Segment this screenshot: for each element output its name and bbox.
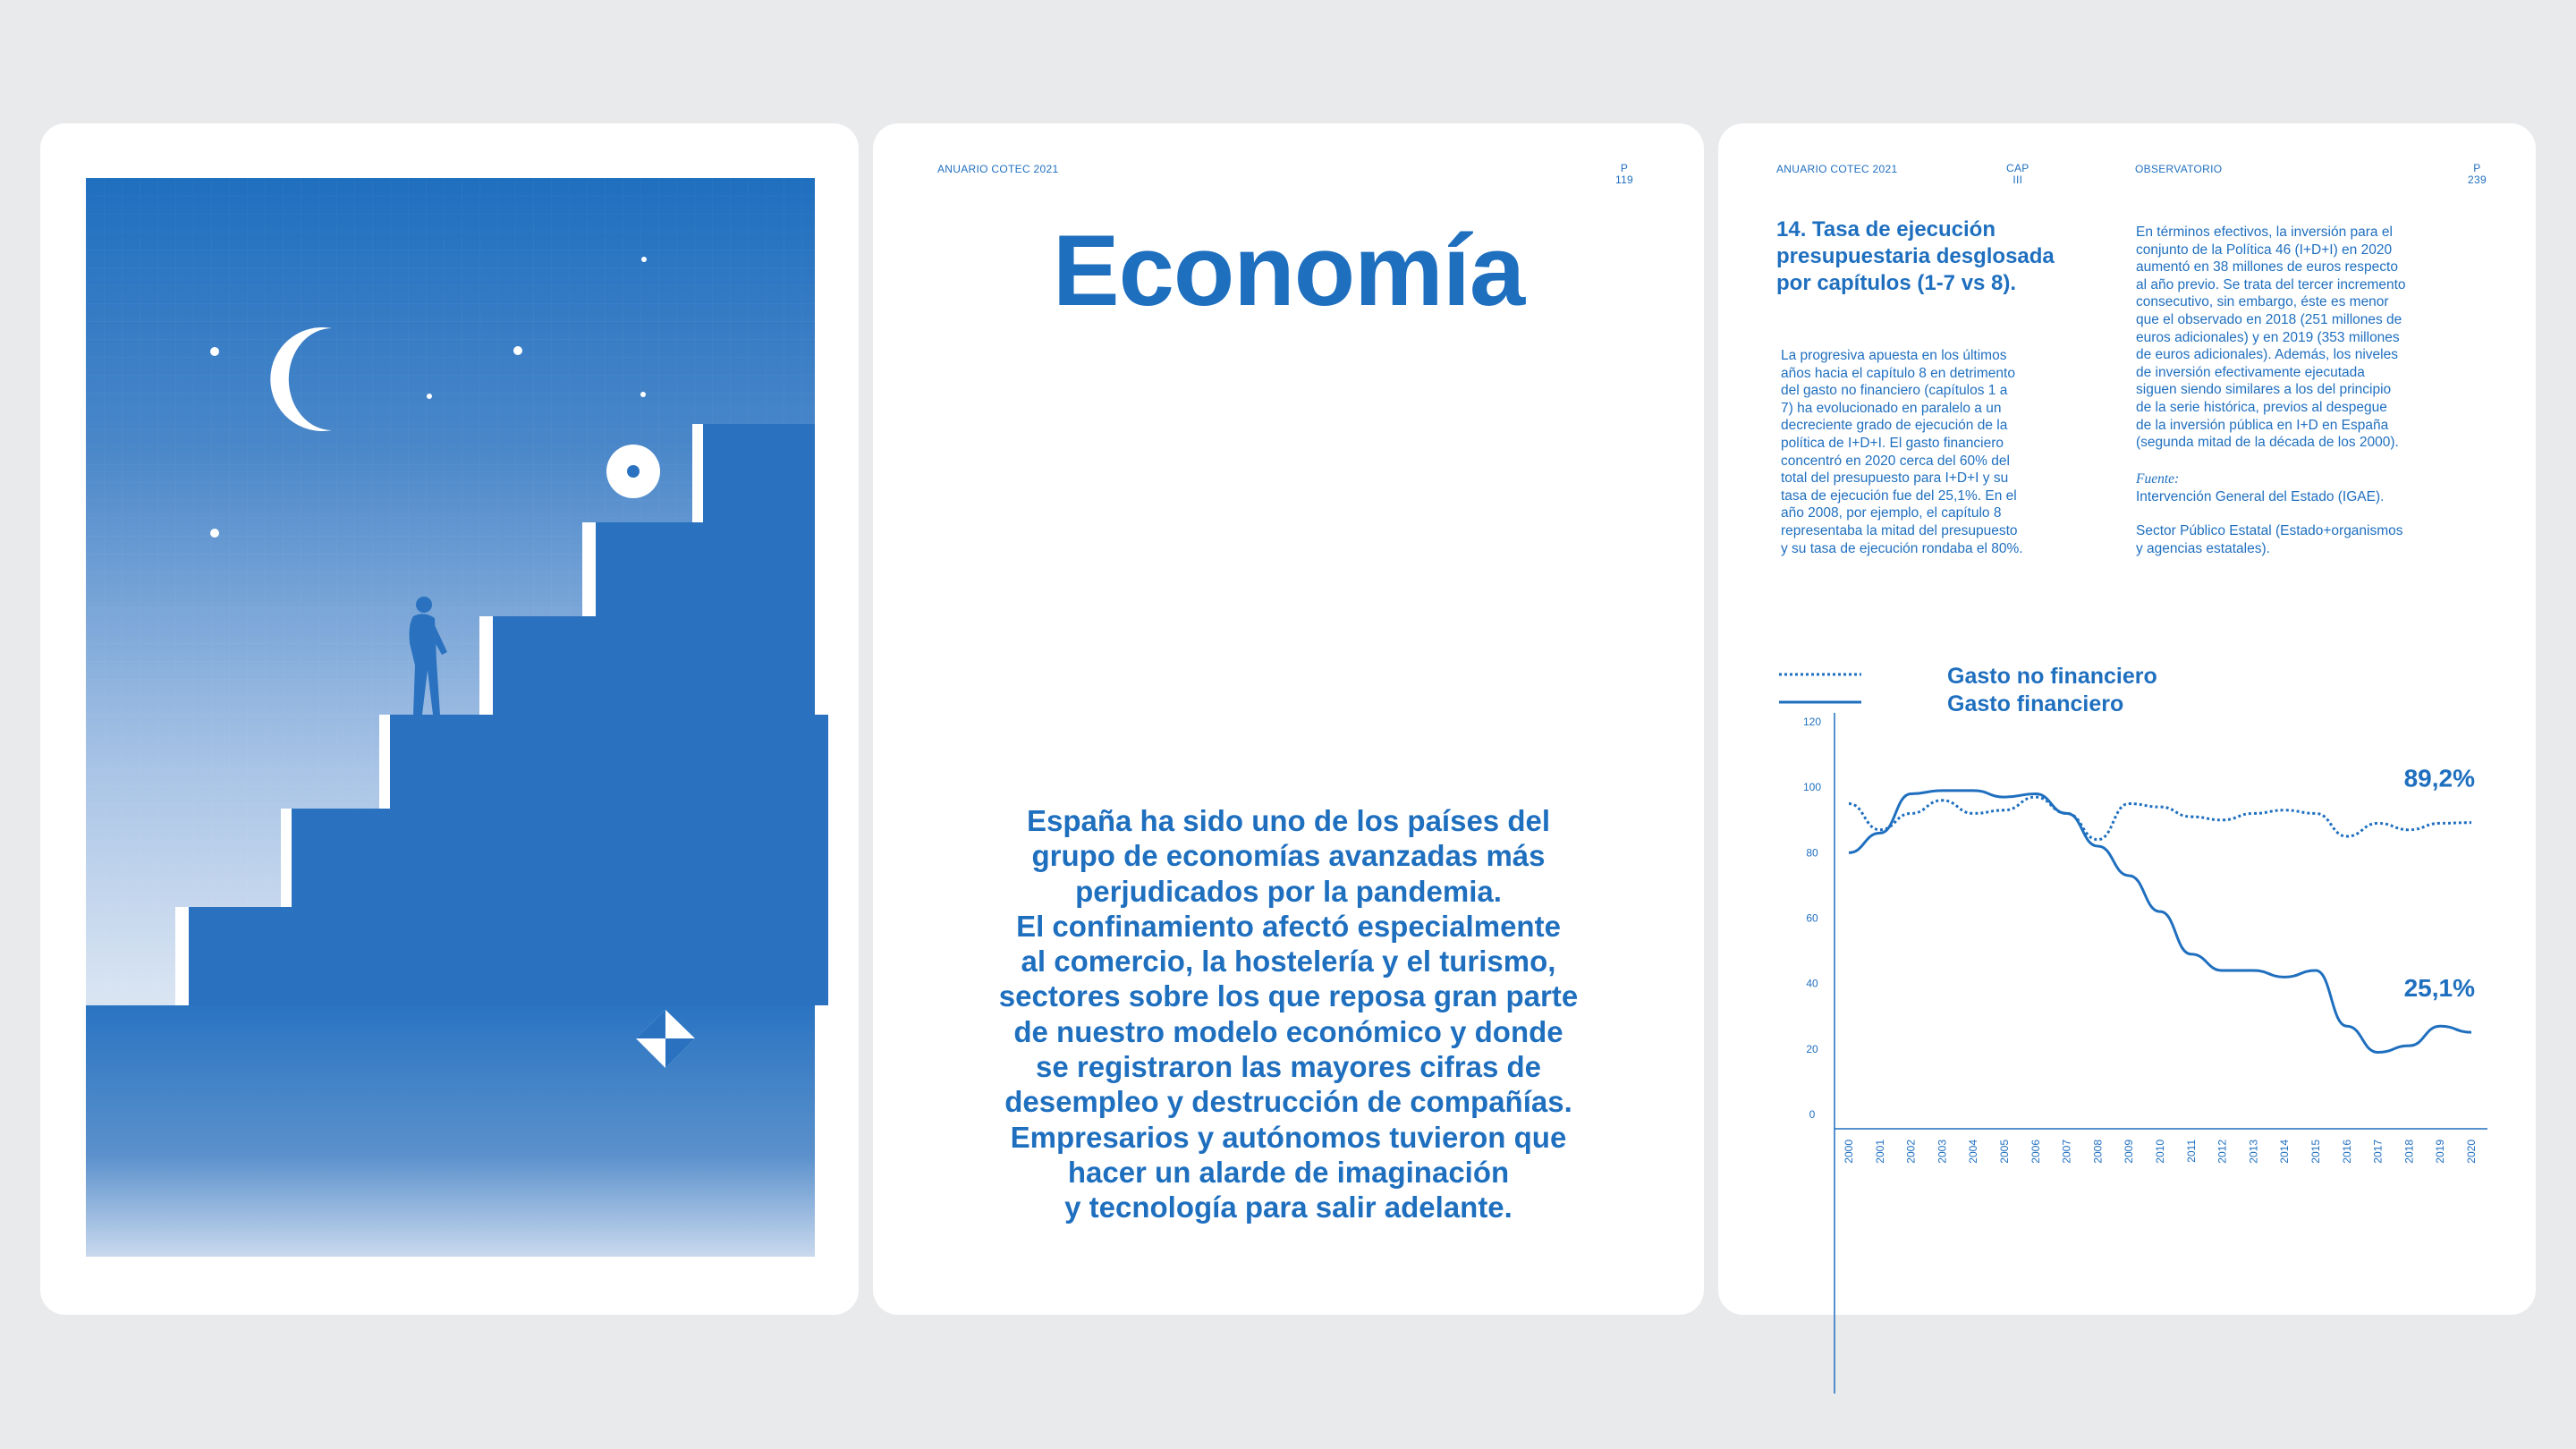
chapter-value: III bbox=[2012, 174, 2023, 186]
page-number bbox=[1615, 163, 1633, 186]
y-tick-label: 0 bbox=[1809, 1108, 1816, 1121]
x-tick-label: 2019 bbox=[2434, 1140, 2447, 1164]
text-line: al año previo. Se trata del tercer incremento bbox=[2136, 276, 2406, 292]
right-column-text bbox=[2136, 224, 2406, 452]
chart-page bbox=[1718, 123, 2536, 1315]
x-tick-label: 2006 bbox=[2029, 1140, 2042, 1164]
body-line: grupo de economías avanzadas más bbox=[1031, 839, 1546, 873]
chart-title bbox=[1776, 216, 2080, 297]
section-header: OBSERVATORIO bbox=[2135, 163, 2223, 175]
text-line: 7) ha evolucionado en paralelo a un bbox=[1781, 400, 2002, 416]
text-line: de la serie histórica, previos al despegue bbox=[2136, 399, 2387, 415]
source-text: Intervención General del Estado (IGAE). bbox=[2136, 488, 2385, 504]
title-line: presupuestaria desglosada bbox=[1776, 244, 2055, 268]
text-line: política de I+D+I. El gasto financiero bbox=[1781, 435, 2004, 451]
page-value: 119 bbox=[1615, 174, 1634, 186]
body-line: España ha sido uno de los países del bbox=[1027, 804, 1550, 837]
text-line: concentró en 2020 cerca del 60% del bbox=[1781, 453, 2010, 469]
text-line: aumentó en 38 millones de euros respecto bbox=[2136, 259, 2398, 275]
series-line-gasto-financiero bbox=[1849, 791, 2471, 1053]
body-line: sectores sobre los que reposa gran parte bbox=[998, 979, 1579, 1013]
x-tick-label: 2015 bbox=[2309, 1140, 2322, 1164]
legend-label: Gasto no financiero bbox=[1947, 664, 2157, 689]
line-chart bbox=[1718, 716, 2536, 1286]
text-line: y agencias estatales). bbox=[2136, 540, 2270, 556]
x-tick-label: 2016 bbox=[2340, 1140, 2353, 1164]
x-tick-label: 2001 bbox=[1873, 1140, 1886, 1164]
illustration-page bbox=[40, 123, 859, 1315]
x-tick-label: 2003 bbox=[1936, 1140, 1949, 1164]
text-line: total del presupuesto para I+D+I y su bbox=[1781, 470, 2009, 487]
x-tick-label: 2011 bbox=[2184, 1140, 2198, 1163]
series-end-label: 25,1% bbox=[2403, 974, 2475, 1003]
title-line: 14. Tasa de ejecución bbox=[1776, 217, 1996, 242]
y-tick-label: 40 bbox=[1806, 977, 1818, 990]
source-label: Fuente: bbox=[2136, 471, 2180, 487]
text-line: euros adicionales) y en 2019 (353 millones bbox=[2136, 329, 2400, 345]
x-tick-label: 2017 bbox=[2371, 1140, 2385, 1164]
running-header: ANUARIO COTEC 2021 bbox=[1776, 163, 1898, 175]
left-column-text bbox=[1781, 347, 2023, 557]
text-line: año 2008, por ejemplo, el capítulo 8 bbox=[1781, 505, 2002, 521]
text-line: de inversión efectivamente ejecutada bbox=[2136, 364, 2365, 380]
x-tick-label: 2012 bbox=[2216, 1140, 2229, 1164]
text-line: y su tasa de ejecución rondaba el 80%. bbox=[1781, 540, 2023, 556]
text-line: En términos efectivos, la inversión para el bbox=[2136, 225, 2393, 240]
title-line: por capítulos (1-7 vs 8). bbox=[1776, 271, 2017, 295]
x-tick-label: 2005 bbox=[1998, 1140, 2011, 1164]
y-tick-label: 100 bbox=[1802, 781, 1822, 794]
legend-label: Gasto financiero bbox=[1947, 691, 2124, 716]
x-tick-label: 2009 bbox=[2123, 1140, 2136, 1164]
y-tick-label: 80 bbox=[1806, 846, 1818, 860]
x-tick-label: 2010 bbox=[2154, 1140, 2166, 1164]
y-tick-label: 120 bbox=[1802, 716, 1822, 728]
floor bbox=[86, 1005, 815, 1257]
x-tick-label: 2002 bbox=[1904, 1140, 1918, 1164]
y-tick-label: 60 bbox=[1806, 911, 1818, 925]
series-line-gasto-no-financiero bbox=[1849, 797, 2471, 840]
body-line: desempleo y destrucción de compañías. bbox=[1004, 1085, 1572, 1119]
running-header: ANUARIO COTEC 2021 bbox=[937, 163, 1059, 175]
page-label: P bbox=[1620, 162, 1629, 174]
x-tick-label: 2008 bbox=[2091, 1140, 2105, 1164]
body-line: hacer un alarde de imaginación bbox=[1067, 1155, 1510, 1189]
x-tick-label: 2018 bbox=[2402, 1140, 2416, 1164]
y-tick-label: 20 bbox=[1806, 1042, 1818, 1055]
text-line: consecutivo, sin embargo, éste es menor bbox=[2136, 294, 2389, 310]
page-value: 239 bbox=[2468, 174, 2487, 186]
text-line: años hacia el capítulo 8 en detrimento bbox=[1781, 365, 2015, 381]
page-title: Economía bbox=[1052, 215, 1525, 326]
text-line: que el observado en 2018 (251 millones de bbox=[2136, 311, 2402, 327]
page-number bbox=[2468, 163, 2487, 186]
text-line: Sector Público Estatal (Estado+organismos bbox=[2136, 523, 2403, 539]
text-line: decreciente grado de ejecución de la bbox=[1781, 418, 2008, 434]
page-label: P bbox=[2473, 162, 2481, 174]
text-line: (segunda mitad de la década de los 2000). bbox=[2136, 435, 2399, 451]
text-line: La progresiva apuesta en los últimos bbox=[1781, 348, 2007, 363]
source-block bbox=[2136, 470, 2403, 557]
x-tick-label: 2020 bbox=[2465, 1140, 2478, 1164]
body-line: perjudicados por la pandemia. bbox=[1075, 874, 1502, 908]
text-line: representaba la mitad del presupuesto bbox=[1781, 522, 2018, 538]
x-tick-label: 2007 bbox=[2060, 1140, 2073, 1164]
body-line: se registraron las mayores cifras de bbox=[1036, 1050, 1541, 1084]
intro-paragraph bbox=[873, 803, 1704, 1225]
body-line: El confinamiento afectó especialmente bbox=[1016, 909, 1561, 943]
series-end-label: 89,2% bbox=[2403, 764, 2475, 792]
text-line: conjunto de la Política 46 (I+D+I) en 2020 bbox=[2136, 242, 2393, 258]
stairs-illustration bbox=[86, 178, 815, 1257]
body-line: Empresarios y autónomos tuvieron que bbox=[1010, 1120, 1567, 1154]
x-tick-label: 2014 bbox=[2278, 1140, 2292, 1164]
body-line: de nuestro modelo económico y donde bbox=[1013, 1014, 1563, 1048]
text-line: tasa de ejecución fue del 25,1%. En el bbox=[1781, 487, 2017, 504]
source-note bbox=[2136, 522, 2403, 557]
text-line: del gasto no financiero (capítulos 1 a bbox=[1781, 383, 2008, 399]
text-line: siguen siendo similares a los del principio bbox=[2136, 382, 2392, 398]
body-line: y tecnología para salir adelante. bbox=[1064, 1191, 1513, 1224]
chapter-number bbox=[2006, 163, 2029, 186]
chapter-label: CAP bbox=[2006, 162, 2029, 174]
text-line: de la inversión pública en I+D en España bbox=[2136, 417, 2389, 433]
body-line: al comercio, la hostelería y el turismo, bbox=[1021, 945, 1556, 979]
x-tick-label: 2000 bbox=[1843, 1140, 1855, 1164]
text-line: de euros adicionales). Además, los niveles bbox=[2136, 347, 2398, 363]
x-tick-label: 2013 bbox=[2247, 1140, 2260, 1164]
x-tick-label: 2004 bbox=[1967, 1140, 1980, 1164]
economia-page bbox=[873, 123, 1704, 1315]
